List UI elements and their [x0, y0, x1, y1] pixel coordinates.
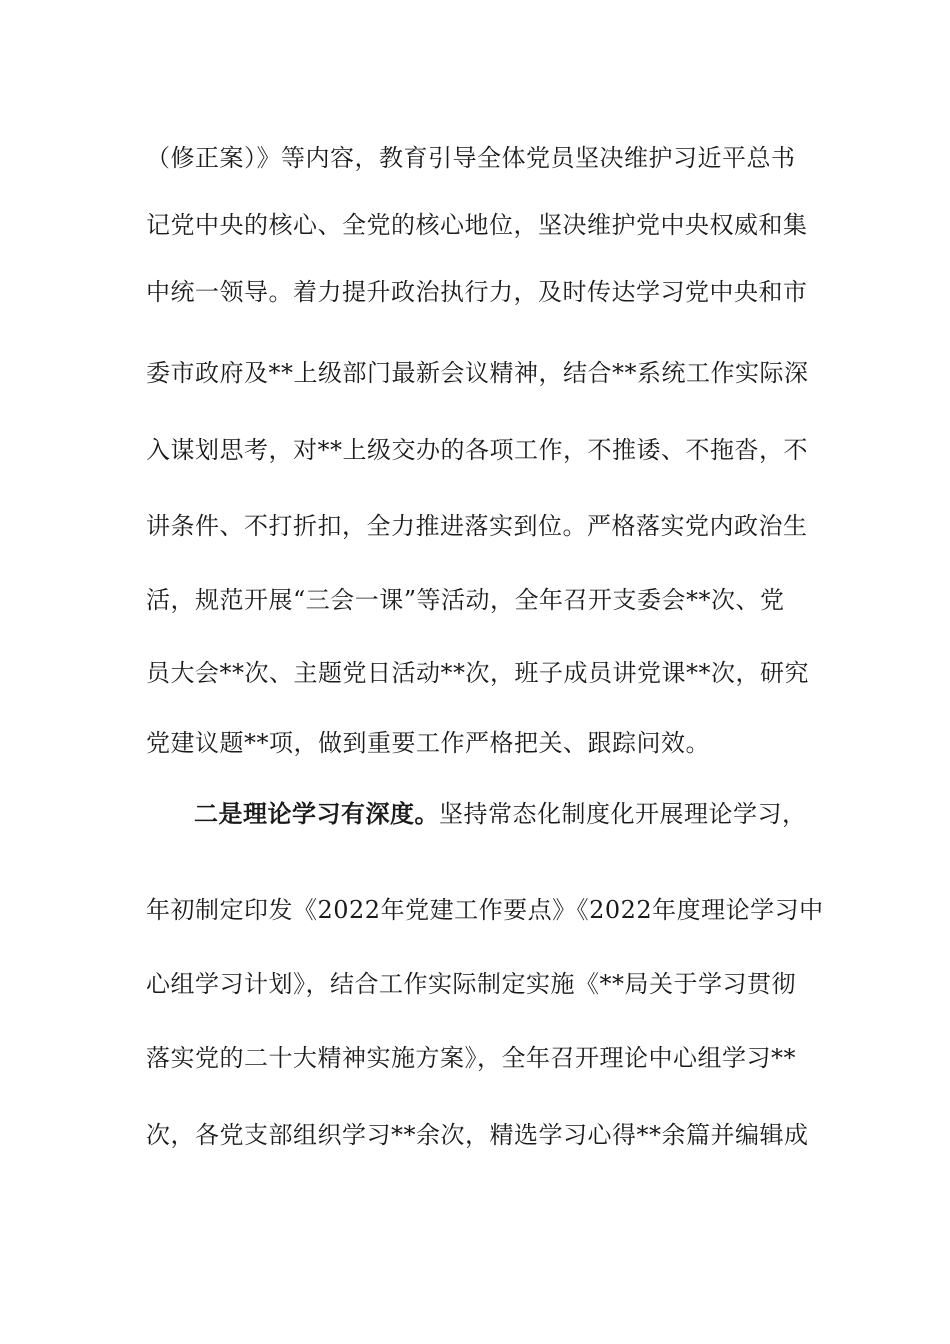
paragraph-1-line: 党建议题**项，做到重要工作严格把关、跟踪问效。: [146, 729, 710, 757]
paragraph-1-line: 活，规范开展“三会一课”等活动，全年召开支委会**次、党: [146, 586, 785, 614]
paragraph-2-line: 次，各党支部组织学习**余次，精选学习心得**余篇并编辑成: [146, 1121, 809, 1149]
paragraph-1-line: 中统一领导。着力提升政治执行力，及时传达学习党中央和市: [146, 278, 808, 306]
paragraph-2-line: 年初制定印发《2022年党建工作要点》《2022年度理论学习中: [146, 896, 824, 924]
paragraph-2-first-line-text: 坚持常态化制度化开展理论学习，: [439, 800, 807, 828]
paragraph-1-line: 记党中央的核心、全党的核心地位，坚决维护党中央权威和集: [146, 211, 808, 239]
paragraph-1-line: 入谋划思考，对**上级交办的各项工作，不推诿、不拖沓，不: [146, 436, 808, 464]
paragraph-2-line: 心组学习计划》，结合工作实际制定实施《**局关于学习贯彻: [146, 970, 796, 998]
paragraph-1-line: 委市政府及**上级部门最新会议精神，结合**系统工作实际深: [146, 359, 809, 387]
paragraph-1-line: 员大会**次、主题党日活动**次，班子成员讲党课**次，研究: [146, 659, 809, 687]
paragraph-2-first-line: [194, 796, 806, 832]
paragraph-2-lead-heading: 二是理论学习有深度。: [194, 799, 439, 828]
paragraph-1-line: （修正案）》等内容，教育引导全体党员坚决维护习近平总书: [146, 144, 796, 172]
paragraph-1-line: 讲条件、不打折扣，全力推进落实到位。严格落实党内政治生: [146, 512, 808, 540]
paragraph-2-line: 落实党的二十大精神实施方案》，全年召开理论中心组学习**: [146, 1044, 796, 1072]
